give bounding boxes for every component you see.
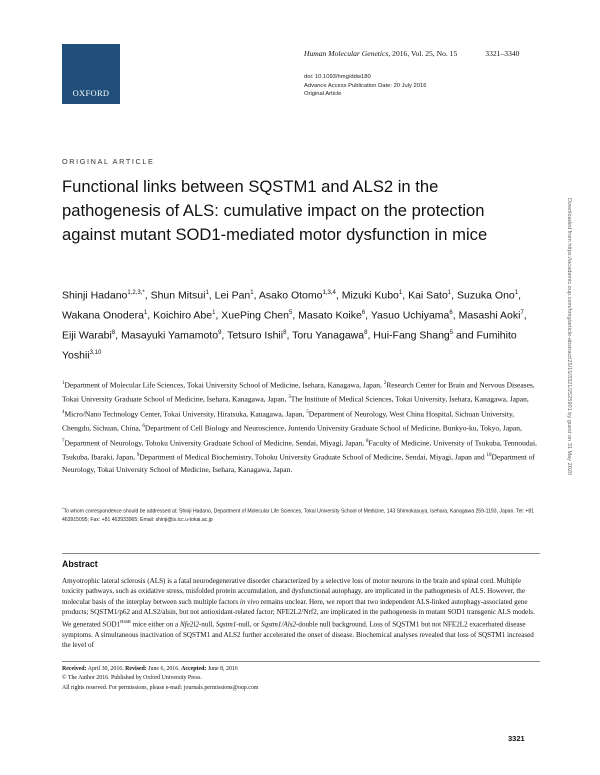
author-name[interactable]: Asako Otomo: [258, 289, 323, 302]
author-joiner: and: [456, 329, 477, 342]
author-name[interactable]: Eiji Warabi: [62, 329, 112, 342]
affiliation-number: 8: [366, 438, 369, 444]
author-name[interactable]: Kai Sato: [408, 289, 448, 302]
footer-dates: [62, 665, 258, 693]
author-name[interactable]: Toru Yanagawa: [292, 329, 365, 342]
asterisk-mark: *: [62, 506, 64, 511]
abstract-body: Amyotrophic lateral sclerosis (ALS) is a fatal neurodegenerative disorder characterized by a selective loss of motor neurons in the brain and spinal cord. Multiple toxicity pathways, such as oxidative stress, misfolded protein accumulation, and dysfunctional autophagy, are implicated in the pathogenesis of ALS. However, the molecular basis of the interplay between such multiple factors in vivo remains unclear. Here, we report that two independent ALS-linked autophagy-associated gene products; SQSTM1/p62 and ALS2/alsin, but not antioxidant-related factor; NFE2L2/Nrf2, are implicated in the pathogenesis in mutant SOD1 transgenic ALS models. We generated $SOD1^{H46R}$ mice either on a Nfe2l2-null, Sqstm1-null, or Sqstm1/Als2-double null background. Loss of SQSTM1 but not NFE2L2 exacerbated disease symptoms. A simultaneous inactivation of SQSTM1 and ALS2 further accelerated the onset of disease. Biochemical analyses revealed that loss of SQSTM1 increased the level of: [62, 577, 535, 650]
author-name[interactable]: Koichiro Abe: [153, 309, 213, 322]
affiliation-text: Department of Molecular Life Sciences, Tokai University School of Medicine, Isehara, Kanagawa, Japan,: [64, 380, 382, 390]
author-affiliation-mark: 1,2,3,*: [127, 290, 145, 296]
journal-citation: [304, 49, 519, 58]
author-affiliation-mark: 1,3,4: [322, 290, 336, 296]
article-type: Original Article: [304, 91, 342, 98]
author-name[interactable]: Masashi Aoki: [458, 309, 521, 322]
affiliation-number: 2: [383, 381, 387, 386]
author-affiliation-mark: 9: [218, 330, 222, 337]
author-name[interactable]: Tetsuro Ishii: [227, 329, 284, 342]
affiliation-list: [62, 378, 540, 477]
author-affiliation-mark: 1: [205, 290, 209, 296]
affiliation-number: 3: [288, 395, 291, 401]
abstract-heading: Abstract: [62, 559, 98, 569]
journal-pages: 3321–3340: [485, 49, 520, 58]
author-name[interactable]: Lei Pan: [214, 289, 251, 302]
affiliation-text: The Institute of Medical Sciences, Tokai University, Isehara, Kanagawa, Japan,: [290, 394, 529, 404]
section-label: ORIGINAL ARTICLE: [62, 157, 155, 166]
copyright-line: © The Author 2016. Published by Oxford University Press.: [62, 675, 202, 682]
article-meta: [304, 73, 426, 99]
doi-link[interactable]: doi: 10.1093/hmg/ddw180: [304, 74, 371, 80]
author-affiliation-mark: 5: [288, 310, 293, 317]
affiliation-text: Department of Medical Biochemistry, Tohoku University Graduate School of Medicine, Sendai, Miyagi, Japan and: [139, 452, 485, 462]
author-affiliation-mark: 1: [143, 310, 148, 317]
affiliation-number: 6: [142, 424, 145, 430]
author-affiliation-mark: 5: [449, 330, 454, 337]
logo-text: OXFORD: [72, 88, 110, 98]
affiliation-number: 10: [486, 453, 492, 459]
author-affiliation-mark: 1: [398, 290, 403, 296]
fax-number: +81 463933965: [101, 516, 138, 523]
affiliation-text: Department of Cell Biology and Neuroscience, Juntendo University Graduate School of Medicine, Bunkyo-ku, Tokyo, Japan,: [144, 423, 522, 433]
author-affiliation-mark: 8: [111, 330, 116, 337]
author-name[interactable]: Masayuki Yamamoto: [120, 329, 219, 342]
affiliation-number: 9: [136, 453, 140, 459]
history-dates: Received: April 30, 2016. Revised: June 6, 2016. Accepted: June 8, 2016: [62, 666, 238, 672]
author-list: Shinji Hadano$^{1,2,3,*}$, Shun Mitsui$^1$, Lei Pan$^1$, Asako Otomo$^{1,3,4}$, Mizuki Kubo$^1$, Kai Sato$^1$, Suzuka Ono$^1$, Wakana Onodera$^1$, Koichiro Abe$^1$, XuePing Chen$^5$, Masato Koike$^6$, Yasuo Uchiyama$^6$, Masashi Aoki$^7$, Eiji Warabi$^8$, Masayuki Yamamoto$^9$, Tetsuro Ishii$^8$, Toru Yanagawa$^8$, Hui-Fang Shang$^5$ and Fumihito Yoshii$^{3,10}$: [62, 289, 527, 362]
author-affiliation-mark: 8: [283, 330, 287, 337]
author-name[interactable]: Masato Koike: [298, 309, 362, 322]
affiliation-text: Department of Neurology, West China Hospital, Sichuan University, Chengdu, Sichuan, China,: [62, 409, 515, 433]
affiliation-text: Research Center for Brain and Nervous Diseases, Tokai University Graduate School of Medicine, Isehara, Kanagawa, Japan,: [62, 380, 535, 404]
page-number: 3321: [508, 734, 525, 743]
abstract-rule: [62, 553, 540, 554]
author-name[interactable]: Suzuka Ono: [456, 289, 515, 302]
rights-line: All rights reserved. For permissions, please e-mail: journals.permissions@oup.com: [62, 684, 259, 691]
oxford-logo: [62, 44, 120, 104]
author-affiliation-mark: 6: [449, 310, 453, 317]
affiliation-text: Micro/Nano Technology Center, Tokai University, Hiratsuka, Kanagawa, Japan,: [64, 409, 305, 419]
correspondence-note: *To whom correspondence should be addressed at: Shinji Hadano, Department of Molecular Life Sciences, Tokai University School of Medicine, 143 Shimokasuya, Isehara, Kanagawa 259-1193, Japan. Tel: +81 463915095; Fax: +81 463933965; Email: shinji@is.icc.u-tokai.ac.jp: [62, 506, 535, 523]
journal-volume: , 2016, Vol. 25, No. 15: [388, 49, 458, 58]
affiliation-number: 4: [62, 409, 65, 415]
affiliation-number: 5: [306, 409, 309, 415]
author-affiliation-mark: 1: [514, 290, 519, 296]
author-affiliation-mark: 7: [520, 310, 524, 317]
author-affiliation-mark: 6: [361, 310, 366, 317]
email-link[interactable]: shinji@is.icc.u-tokai.ac.jp: [155, 516, 213, 523]
article-title: Functional links between SQSTM1 and ALS2 in the pathogenesis of ALS: cumulative impact on the protection against mutant SOD1-mediated motor dysfunction in mice: [62, 177, 488, 244]
footer-rule: [62, 661, 540, 662]
author-affiliation-mark: 8: [364, 330, 368, 337]
author-affiliation-mark: 1: [212, 310, 216, 317]
author-affiliation-mark: 3,10: [89, 350, 102, 357]
author-name[interactable]: Shinji Hadano: [62, 289, 128, 302]
author-affiliation-mark: 1: [447, 290, 452, 296]
affiliation-number: 7: [62, 438, 65, 444]
affiliation-number: 1: [62, 381, 65, 386]
author-name[interactable]: Fumihito Yoshii: [62, 329, 517, 362]
author-name[interactable]: Mizuki Kubo: [341, 289, 399, 302]
download-side-note: Downloaded from https://academic.oup.com/hmg/article-abstract/25/15/3321/2525901 by guest on 31 May 2020: [566, 198, 572, 476]
author-name[interactable]: XuePing Chen: [221, 309, 289, 322]
tel-number: +81 463915095: [62, 508, 535, 523]
author-name[interactable]: Yasuo Uchiyama: [370, 309, 450, 322]
author-name[interactable]: Hui-Fang Shang: [373, 329, 450, 342]
affiliation-text: Department of Neurology, Tokai University School of Medicine, Isehara, Kanagawa, Japan.: [62, 452, 536, 475]
author-name[interactable]: Shun Mitsui: [150, 289, 206, 302]
affiliation-text: Faculty of Medicine, University of Tsukuba, Tennoudai, Tsukuba, Ibaraki, Japan,: [62, 438, 537, 462]
journal-name: Human Molecular Genetics: [304, 49, 389, 58]
affiliation-text: Department of Neurology, Tohoku University Graduate School of Medicine, Sendai, Miyagi, Japan,: [64, 438, 365, 448]
advance-access-date: Advance Access Publication Date: 20 July 2016: [304, 82, 427, 89]
author-name[interactable]: Wakana Onodera: [62, 309, 144, 322]
author-affiliation-mark: 1: [250, 290, 254, 296]
